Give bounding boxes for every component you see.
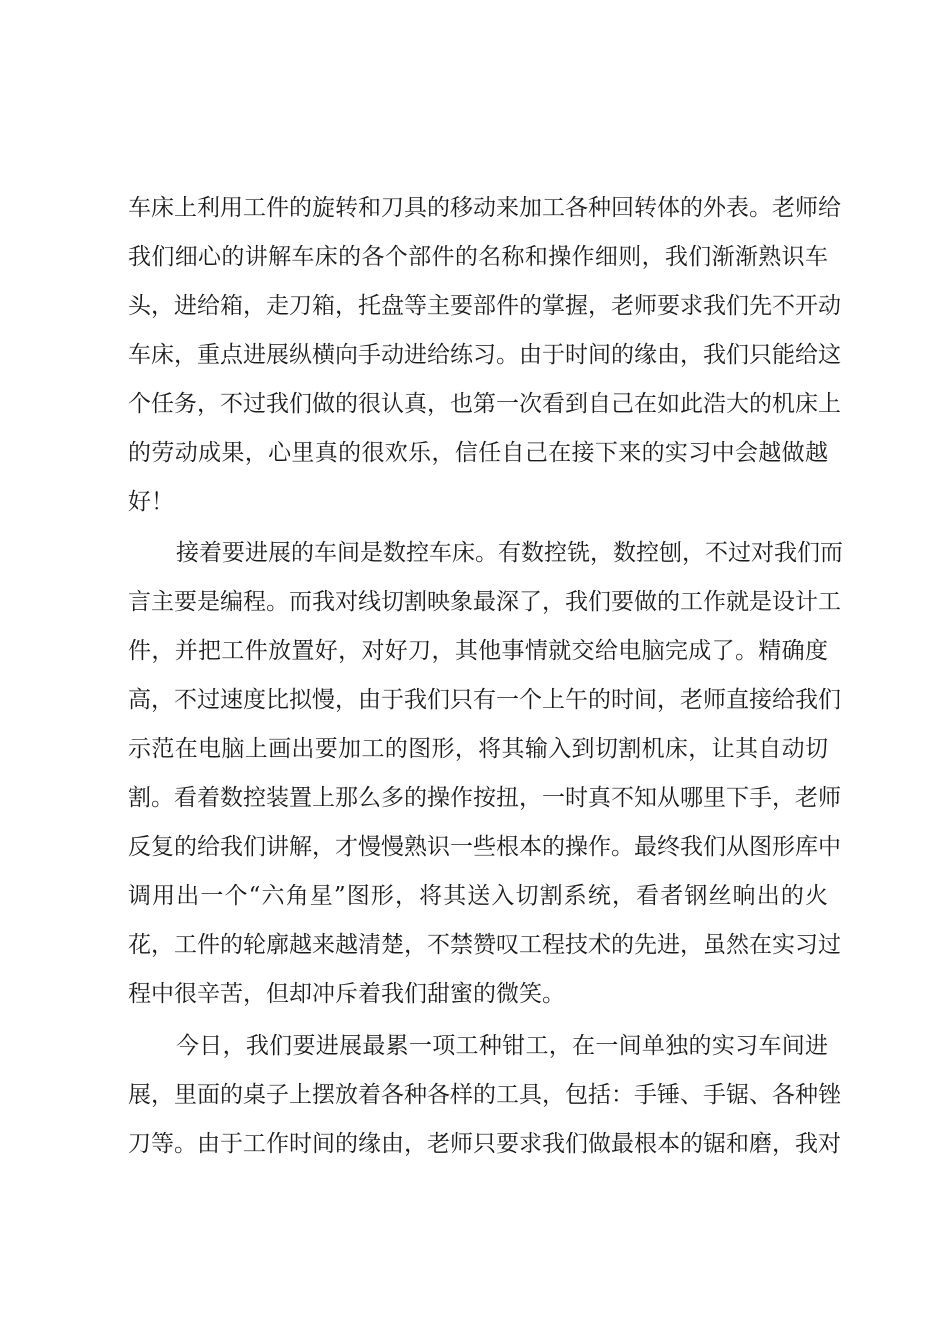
paragraph-first-line: 接着要进展的车间是数控车床。有数控铣，数控刨，不过对我们而 xyxy=(176,540,843,566)
text-line: 刀等。由于工作时间的缘由，老师只要求我们做最根本的锯和磨，我对 xyxy=(128,1131,841,1157)
text-line: 反复的给我们讲解，才慢慢熟识一些根本的操作。最终我们从图形库中 xyxy=(128,834,841,860)
text-line: 我们细心的讲解车床的各个部件的名称和操作细则，我们渐渐熟识车 xyxy=(128,244,828,270)
text-line: 花，工件的轮廓越来越清楚，不禁赞叹工程技术的先进，虽然在实习过 xyxy=(128,932,841,958)
text-line: 割。看着数控装置上那么多的操作按扭，一时真不知从哪里下手，老师 xyxy=(128,785,841,811)
text-line: 调用出一个“六角星”图形，将其送入切割系统，看者钢丝晌出的火 xyxy=(128,883,828,909)
text-line: 车床上利用工件的旋转和刀具的移动来加工各种回转体的外表。老师给 xyxy=(128,195,841,221)
text-line: 展，里面的桌子上摆放着各种各样的工具，包括：手锤、手锯、各种锉 xyxy=(128,1082,841,1108)
text-line: 头，进给箱，走刀箱，托盘等主要部件的掌握，老师要求我们先不开动 xyxy=(128,293,841,319)
text-line: 高，不过速度比拟慢，由于我们只有一个上午的时间，老师直接给我们 xyxy=(128,687,841,713)
paragraph-first-line: 今日，我们要进展最累一项工种钳工，在一间单独的实习车间进 xyxy=(176,1033,828,1059)
text-line: 车床，重点进展纵横向手动进给练习。由于时间的缘由，我们只能给这 xyxy=(128,342,841,368)
text-line: 个任务，不过我们做的很认真，也第一次看到自己在如此浩大的机床上 xyxy=(128,391,841,417)
text-line: 示范在电脑上画出要加工的图形，将其输入到切割机床，让其自动切 xyxy=(128,736,828,762)
text-line: 的劳动成果，心里真的很欢乐，信任自己在接下来的实习中会越做越 xyxy=(128,440,828,466)
text-line: 程中很辛苦，但却冲斥着我们甜蜜的微笑。 xyxy=(128,981,565,1007)
text-line: 言主要是编程。而我对线切割映象最深了，我们要做的工作就是设计工 xyxy=(128,589,841,615)
text-line: 件，并把工件放置好，对好刀，其他事情就交给电脑完成了。精确度 xyxy=(128,638,828,664)
text-line: 好！ xyxy=(128,489,174,515)
